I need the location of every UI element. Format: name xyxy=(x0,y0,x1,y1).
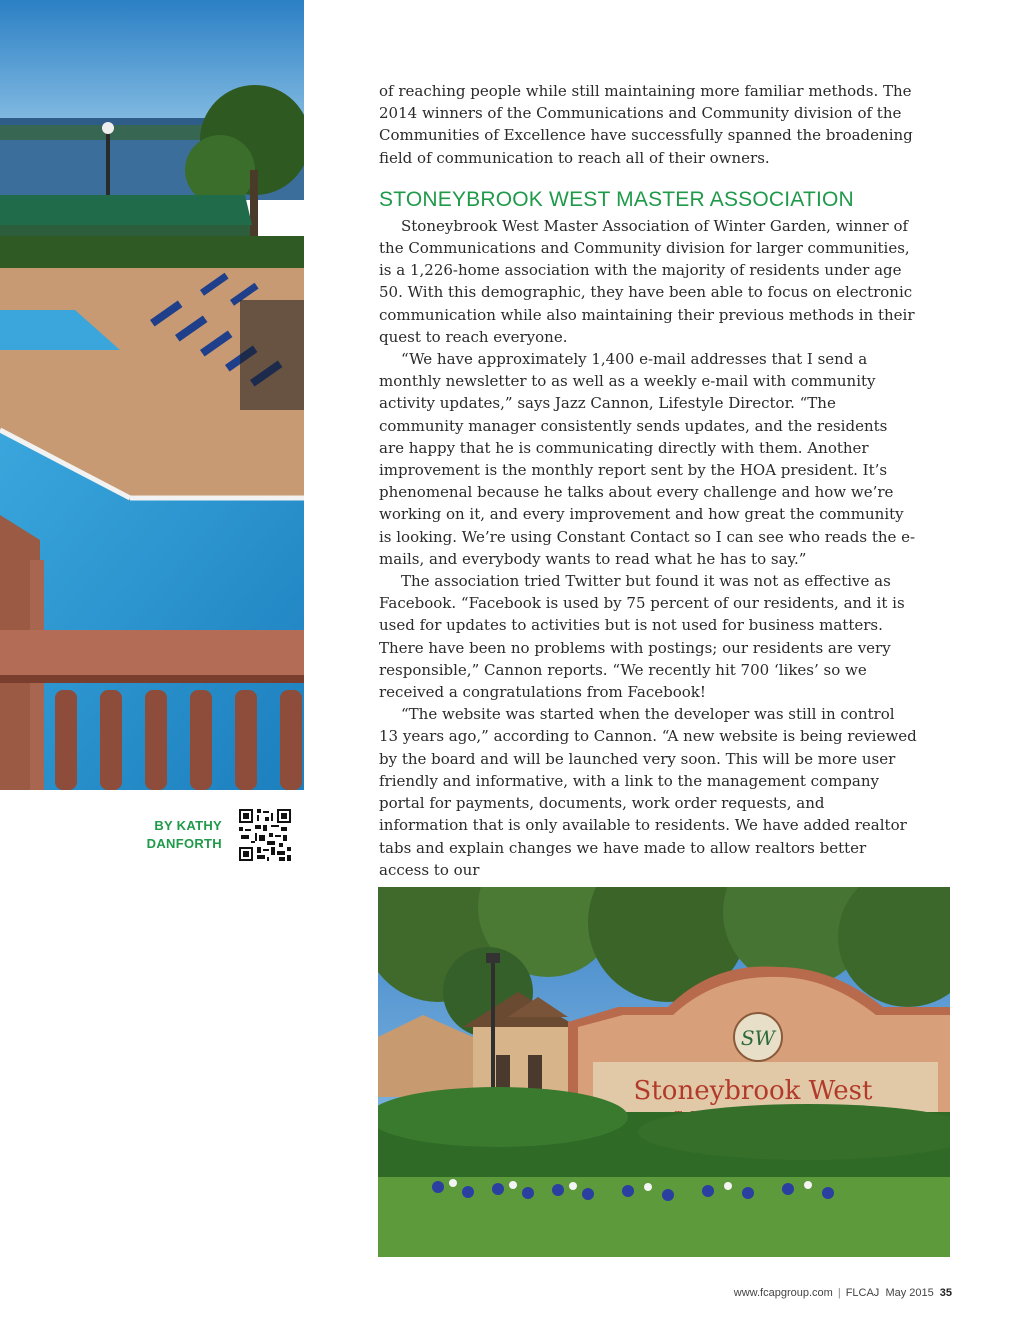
intro-paragraph: of reaching people while still maintaining more familiar methods. The 2014 winners of the Communications and Community division of the Communities of Excellence have successfully spanned the broadening field of communication to reach all of their owners. xyxy=(379,82,913,167)
footer-journal: FLCAJ xyxy=(845,1287,880,1299)
qr-code[interactable] xyxy=(239,809,291,861)
footer-issue: May 2015 xyxy=(885,1287,934,1299)
section-heading: STONEYBROOK WEST MASTER ASSOCIATION xyxy=(379,187,854,211)
pool-photo xyxy=(0,0,304,790)
byline xyxy=(120,817,222,853)
paragraph-3: The association tried Twitter but found it was not as effective as Facebook. “Facebook is used by 75 percent of our residents, and it is used for updates to activities but is not used for business matters. There have been no problems with postings; our residents are very responsible,” Cannon reports. “We recently hit 700 ‘likes’ so we received a congratulations from Facebook! xyxy=(379,572,905,702)
sign-monogram: SW xyxy=(740,1026,776,1050)
qr-code-graphic xyxy=(239,809,291,861)
paragraph-2: “We have approximately 1,400 e-mail addresses that I send a monthly newsletter to as well as a weekly e-mail with community activity updates,” says Jazz Cannon, Lifestyle Director. “The community manager consistently sends updates, and the residents are happy that he is communicating directly with them. Another improvement is the monthly report sent by the HOA president. It’s phenomenal because he talks about every challenge and how we’re working on it, and every improvement and how great the community is looking. We’re using Constant Contact so I can see who reads the e-mails, and everybody wants to read what he has to say.” xyxy=(379,350,916,568)
sign-photo xyxy=(378,887,950,1257)
footer-site[interactable]: www.fcapgroup.com xyxy=(733,1287,833,1299)
page-number: 35 xyxy=(939,1287,952,1299)
paragraph-4: “The website was started when the developer was still in control 13 years ago,” according to Cannon. “A new website is being reviewed by the board and will be launched very soon. This will be more user friendly and informative, with a link to the management company portal for payments, documents, work order requests, and information that is only available to residents. We have added realtor tabs and explain changes we have made to allow realtors better access to our xyxy=(379,705,917,879)
page-footer xyxy=(734,1287,952,1299)
byline-line-1: BY KATHY xyxy=(154,818,222,833)
sign-photo-illustration xyxy=(378,887,950,1257)
footer-separator: | xyxy=(837,1287,841,1299)
byline-line-2: DANFORTH xyxy=(146,836,222,851)
sign-name: Stoneybrook West xyxy=(633,1076,873,1106)
article-body xyxy=(379,80,917,881)
paragraph-1: Stoneybrook West Master Association of Winter Garden, winner of the Communications and Community division for larger communities, is a 1,226-home association with the majority of residents under age 50. With this demographic, they have been able to focus on electronic communication while also maintaining their previous methods in their quest to reach everyone. xyxy=(379,216,915,346)
pool-photo-illustration xyxy=(0,0,304,790)
